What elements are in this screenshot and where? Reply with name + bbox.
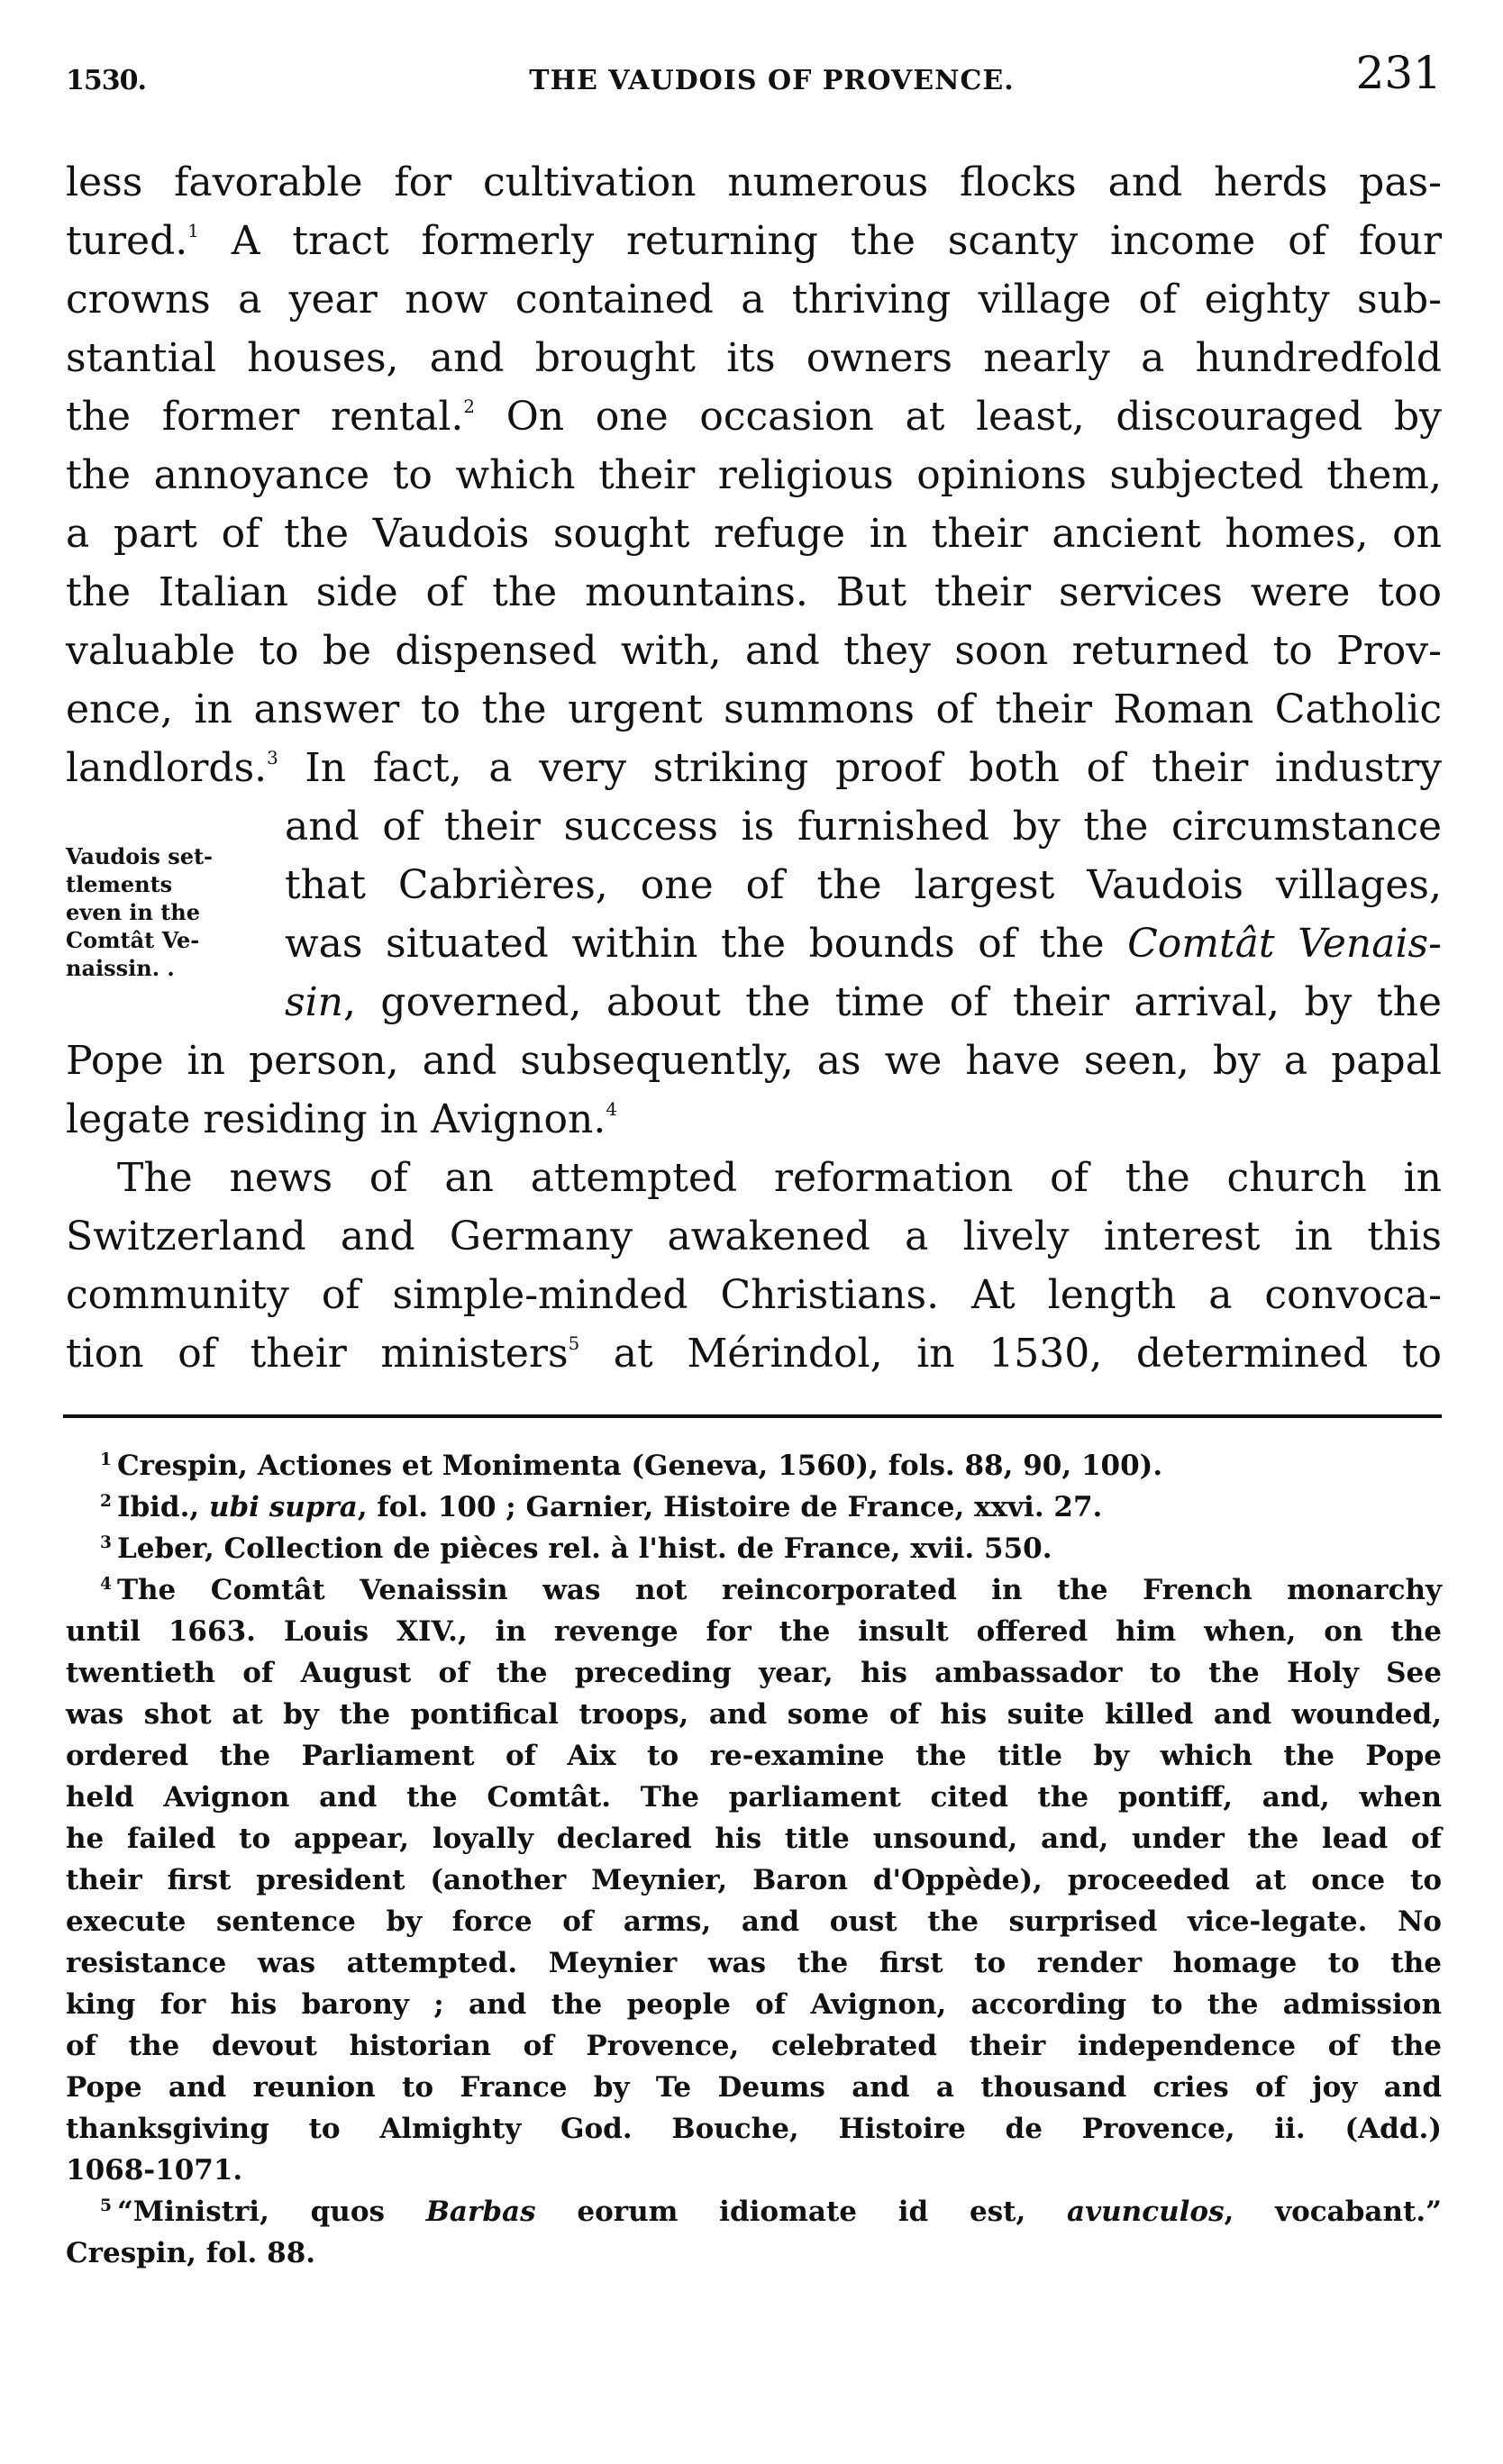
body-line: valuable to be dispensed with, and they soon returned to Prov- xyxy=(66,628,1442,674)
running-header xyxy=(66,47,1442,101)
footnote-line: 1068-1071. xyxy=(66,2154,243,2187)
footnote-line: their first president (another Meynier, Baron d'Oppède), proceeded at once to xyxy=(66,1864,1442,1896)
footnote-italic: Barbas xyxy=(425,2196,536,2228)
body-line: Switzerland and Germany awakened a lively interest in this xyxy=(66,1214,1442,1259)
footnote-number: 1 xyxy=(100,1450,112,1469)
footnote-line: ordered the Parliament of Aix to re-examine the title by which the Pope xyxy=(66,1740,1442,1772)
body-line: tion of their ministers$^5$ at Mérindol, in 1530, determined to xyxy=(66,1331,1442,1377)
footnote-number: 5 xyxy=(100,2196,112,2215)
margin-note-line: Comtât Ve- xyxy=(66,927,200,953)
body-line: the Italian side of the mountains. But their services were too xyxy=(66,569,1442,615)
body-line: the former rental.$^2$ On one occasion at least, discouraged by xyxy=(66,394,1443,440)
body-line: stantial houses, and brought its owners nearly a hundredfold xyxy=(66,335,1442,381)
footnote-line xyxy=(66,1569,1442,1611)
margin-note-line: tlements xyxy=(66,871,173,897)
body-line: that Cabrières, one of the largest Vaudois villages, xyxy=(285,862,1442,908)
body-line-text: was situated within the bounds of the xyxy=(285,921,1128,967)
margin-note-line: even in the xyxy=(66,899,201,925)
body-line: landlords.$^3$ In fact, a very striking proof both of their industry xyxy=(66,745,1442,791)
body-line-text: , governed, about the time of their arrival, by the xyxy=(343,979,1442,1025)
footnote-divider xyxy=(63,1414,1442,1418)
footnote-text: Ibid., xyxy=(116,1491,209,1523)
footnote-line xyxy=(66,1528,1442,1569)
footnote-italic: avunculos xyxy=(1067,2196,1225,2228)
footnote-text: , vocabant.” xyxy=(1224,2196,1442,2228)
footnote-number: 4 xyxy=(100,1574,112,1594)
italic-fragment: sin xyxy=(285,979,343,1025)
footnote-line: was shot at by the pontifical troops, and some of his suite killed and wounded, xyxy=(66,1698,1442,1731)
footnote-line: execute sentence by force of arms, and oust the surprised vice-legate. No xyxy=(66,1905,1442,1938)
body-line: a part of the Vaudois sought refuge in their ancient homes, on xyxy=(66,511,1442,557)
footnote-line: he failed to appear, loyally declared his title unsound, and, under the lead of xyxy=(66,1823,1442,1855)
margin-note-line: naissin. . xyxy=(66,955,175,981)
footnote-italic: ubi supra xyxy=(208,1491,358,1523)
footnote-text: “Ministri, quos xyxy=(116,2196,426,2228)
body-line: The news of an attempted reformation of the church in xyxy=(117,1155,1442,1201)
footnote-text: Crespin, Actiones et Monimenta (Geneva, 1560), fols. 88, 90, 100). xyxy=(116,1450,1163,1482)
footnote-text: eorum idiomate id est, xyxy=(535,2196,1068,2228)
footnote-text: The Comtât Venaissin was not reincorporated in the French monarchy xyxy=(116,1574,1442,1606)
footnote-line: until 1663. Louis XIV., in revenge for the insult offered him when, on the xyxy=(66,1615,1442,1648)
header-year: 1530. xyxy=(66,65,146,96)
footnote-line: thanksgiving to Almighty God. Bouche, Histoire de Provence, ii. (Add.) xyxy=(66,2113,1442,2145)
italic-place-name: Comtât Venais- xyxy=(1127,921,1442,967)
body-line: crowns a year now contained a thriving village of eighty sub- xyxy=(66,277,1442,323)
footnote-text: Leber, Collection de pièces rel. à l'hist. de France, xvii. 550. xyxy=(116,1532,1052,1565)
body-line: the annoyance to which their religious opinions subjected them, xyxy=(66,452,1442,498)
body-line: less favorable for cultivation numerous flocks and herds pas- xyxy=(66,159,1442,205)
footnotes xyxy=(66,1445,1442,2274)
footnote-line: twentieth of August of the preceding year, his ambassador to the Holy See xyxy=(66,1657,1442,1689)
body-line: legate residing in Avignon.$^4$ xyxy=(66,1096,617,1142)
page-number: 231 xyxy=(1355,47,1442,99)
footnote-line: of the devout historian of Provence, celebrated their independence of the xyxy=(66,2030,1442,2062)
footnote-line: resistance was attempted. Meynier was the first to render homage to the xyxy=(66,1947,1442,1979)
footnote-line xyxy=(66,1445,1442,1487)
margin-note-line: Vaudois set- xyxy=(66,843,214,869)
body-line: and of their success is furnished by the circumstance xyxy=(285,804,1442,850)
footnote-line: king for his barony ; and the people of Avignon, according to the admission xyxy=(66,1988,1442,2021)
footnote-number: 2 xyxy=(100,1491,112,1511)
header-title: THE VAUDOIS OF PROVENCE. xyxy=(529,65,1015,96)
body-line: Pope in person, and subsequently, as we have seen, by a papal xyxy=(66,1038,1442,1084)
footnote-number: 3 xyxy=(100,1532,112,1552)
footnote-line: Crespin, fol. 88. xyxy=(66,2237,316,2269)
body-line xyxy=(66,914,1442,973)
footnote-line: held Avignon and the Comtât. The parliament cited the pontiff, and, when xyxy=(66,1781,1442,1814)
body-text xyxy=(66,153,1442,1383)
body-line xyxy=(66,973,1442,1032)
body-line: ence, in answer to the urgent summons of their Roman Catholic xyxy=(66,686,1442,732)
footnote-line: Pope and reunion to France by Te Deums and a thousand cries of joy and xyxy=(66,2071,1442,2104)
footnote-text: , fol. 100 ; Garnier, Histoire de France, xxvi. 27. xyxy=(357,1491,1103,1523)
footnote-line xyxy=(66,2191,1442,2232)
body-line: community of simple-minded Christians. At length a convoca- xyxy=(66,1272,1442,1318)
body-line: tured.$^1$ A tract formerly returning the scanty income of four xyxy=(66,218,1442,264)
footnote-line xyxy=(66,1487,1442,1528)
